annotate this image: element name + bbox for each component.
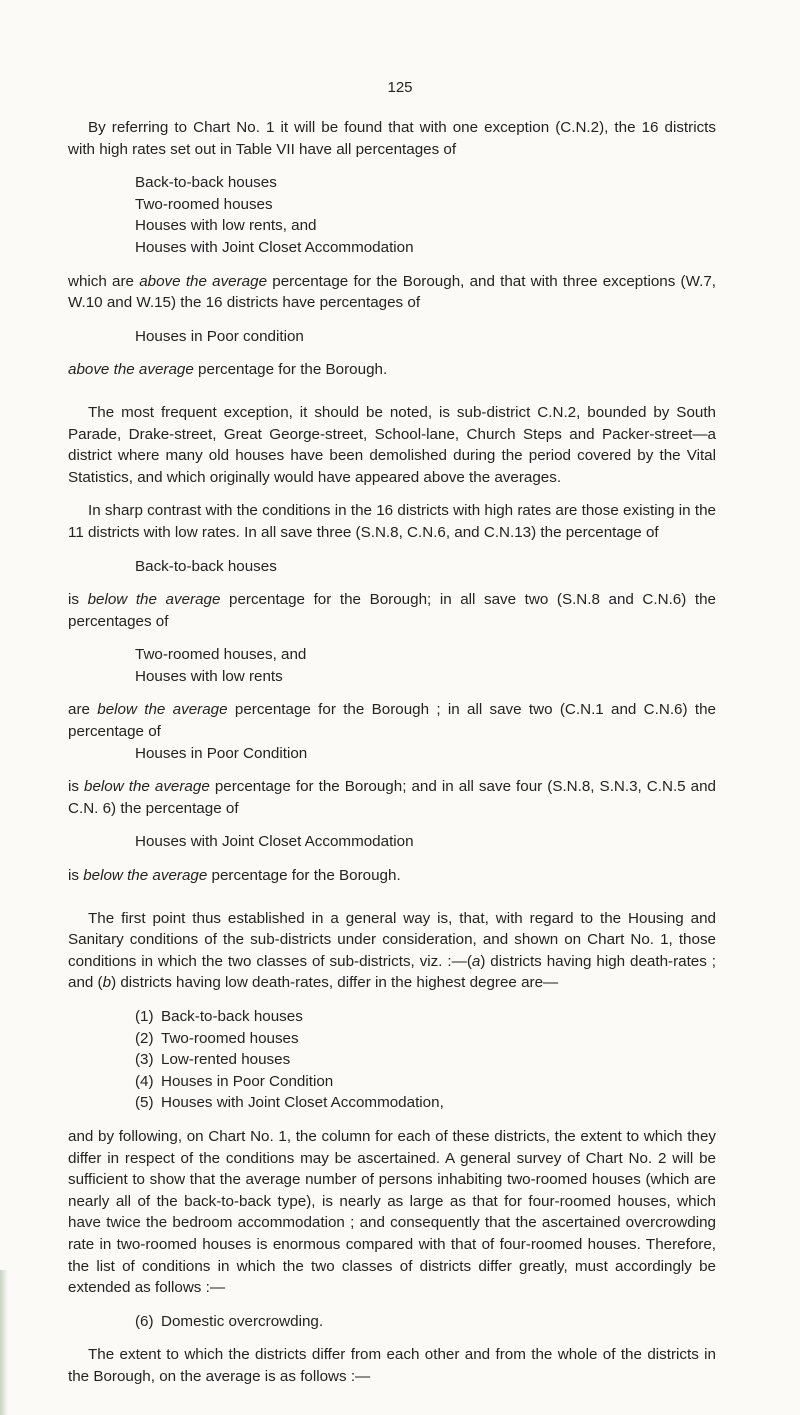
numbered-conditions-list-extended (68, 1311, 716, 1333)
paragraph-extent-differ: The extent to which the districts differ from each other and from the whole of the districts in the Borough, on the average is as follows :— (68, 1346, 716, 1385)
list-item: Houses with Joint Closet Accommodation (135, 238, 414, 256)
paragraph-sharp-contrast: In sharp contrast with the conditions in the 16 districts with high rates are those existing in the 11 districts with low rates. In all save three (S.N.8, C.N.6, and C.N.13) the percentage of (68, 502, 716, 541)
list-item: Two-roomed houses, and (135, 646, 307, 664)
poor-condition-list-2 (68, 743, 716, 765)
paragraph-below-average-3: is below the average percentage for the Borough; and in all save four (S.N.8, S.N.3, C.N.5 and C.N. 6) the percentage of (68, 778, 717, 817)
two-roomed-list (68, 644, 716, 687)
numbered-item: (6) Domestic overcrowding. (135, 1312, 324, 1330)
binding-edge-shadow (0, 1270, 8, 1415)
emphasis-text: above the average (68, 361, 194, 379)
list-item: Houses with Joint Closet Accommodation (135, 833, 414, 851)
list-item: Two-roomed houses (135, 195, 273, 213)
numbered-item: (2) Two-roomed houses (135, 1029, 299, 1047)
emphasis-text: below the average (87, 591, 221, 609)
list-item: Houses with low rents (135, 667, 283, 685)
emphasis-text: below the average (84, 778, 210, 796)
paragraph-below-average-2: are below the average percentage for the Borough ; in all save two (C.N.1 and C.N.6) the percentage of (68, 701, 716, 741)
numbered-item: (5) Houses with Joint Closet Accommodation, (135, 1094, 444, 1112)
paragraph-frequent-exception: The most frequent exception, it should be noted, is sub-district C.N.2, bounded by South Parade, Drake-street, Great George-street, School-lane, Church Steps and Packer-street—a district where many old houses have been demolished during the period covered by the Vital Statistics, and which originally would have appeared above the averages. (68, 403, 716, 486)
document-body (68, 117, 716, 1388)
numbered-item: (1) Back-to-back houses (135, 1008, 303, 1025)
emphasis-text: below the average (83, 867, 208, 885)
list-item: Back-to-back houses (135, 557, 277, 575)
high-rate-conditions-list (68, 172, 716, 258)
paragraph-chart-reference: By referring to Chart No. 1 it will be found that with one exception (C.N.2), the 16 districts with high rates set out in Table VII have all percentages of (68, 119, 716, 158)
numbered-item: (4) Houses in Poor Condition (135, 1072, 334, 1090)
list-item: Back-to-back houses (135, 174, 277, 192)
joint-closet-list (68, 831, 716, 853)
emphasis-text: above the average (139, 272, 268, 290)
page-number: 125 (387, 79, 413, 96)
paragraph-following-chart: and by following, on Chart No. 1, the column for each of these districts, the extent to which they differ in respect of the conditions may be ascertained. A general survey of Chart No. 2 will be sufficient to show that the average number of persons inhabiting two-roomed houses (which are nearly all of the back-to-back type), is nearly as large as that for four-roomed houses, which have twice the bedroom accommodation ; and consequently that the ascertained overcrowding rate in two-roomed houses is enormous compared with that of four-roomed houses. Therefore, the list of conditions in which the two classes of districts differ greatly, must accordingly be extended as follows :— (68, 1127, 716, 1297)
paragraph-below-average-4: is below the average percentage for the Borough. (68, 867, 401, 885)
numbered-item: (3) Low-rented houses (135, 1051, 291, 1069)
paragraph-above-average: which are above the average percentage for the Borough, and that with three exceptions (W.7, W.10 and W.15) the 16 districts have percentages of (68, 272, 716, 312)
paragraph-first-point: The first point thus established in a general way is, that, with regard to the Housing and Sanitary conditions of the sub-districts under consideration, and shown on Chart No. 1, those conditions in which the two classes of sub-districts, viz. :—(a) districts having high death-rates ; and (b) districts having low death-rates, differ in the highest degree are— (68, 909, 716, 992)
list-item: Houses in Poor Condition (135, 744, 308, 762)
list-item: Houses with low rents, and (135, 217, 317, 235)
list-item: Houses in Poor condition (135, 327, 304, 345)
paragraph-above-average-borough: above the average percentage for the Borough. (68, 361, 388, 379)
back-to-back-list (68, 556, 716, 578)
emphasis-text: below the average (97, 701, 228, 719)
paragraph-below-average-1: is below the average percentage for the Borough; in all save two (S.N.8 and C.N.6) the percentages of (68, 591, 717, 630)
numbered-conditions-list (68, 1006, 716, 1114)
poor-condition-list (68, 326, 716, 348)
